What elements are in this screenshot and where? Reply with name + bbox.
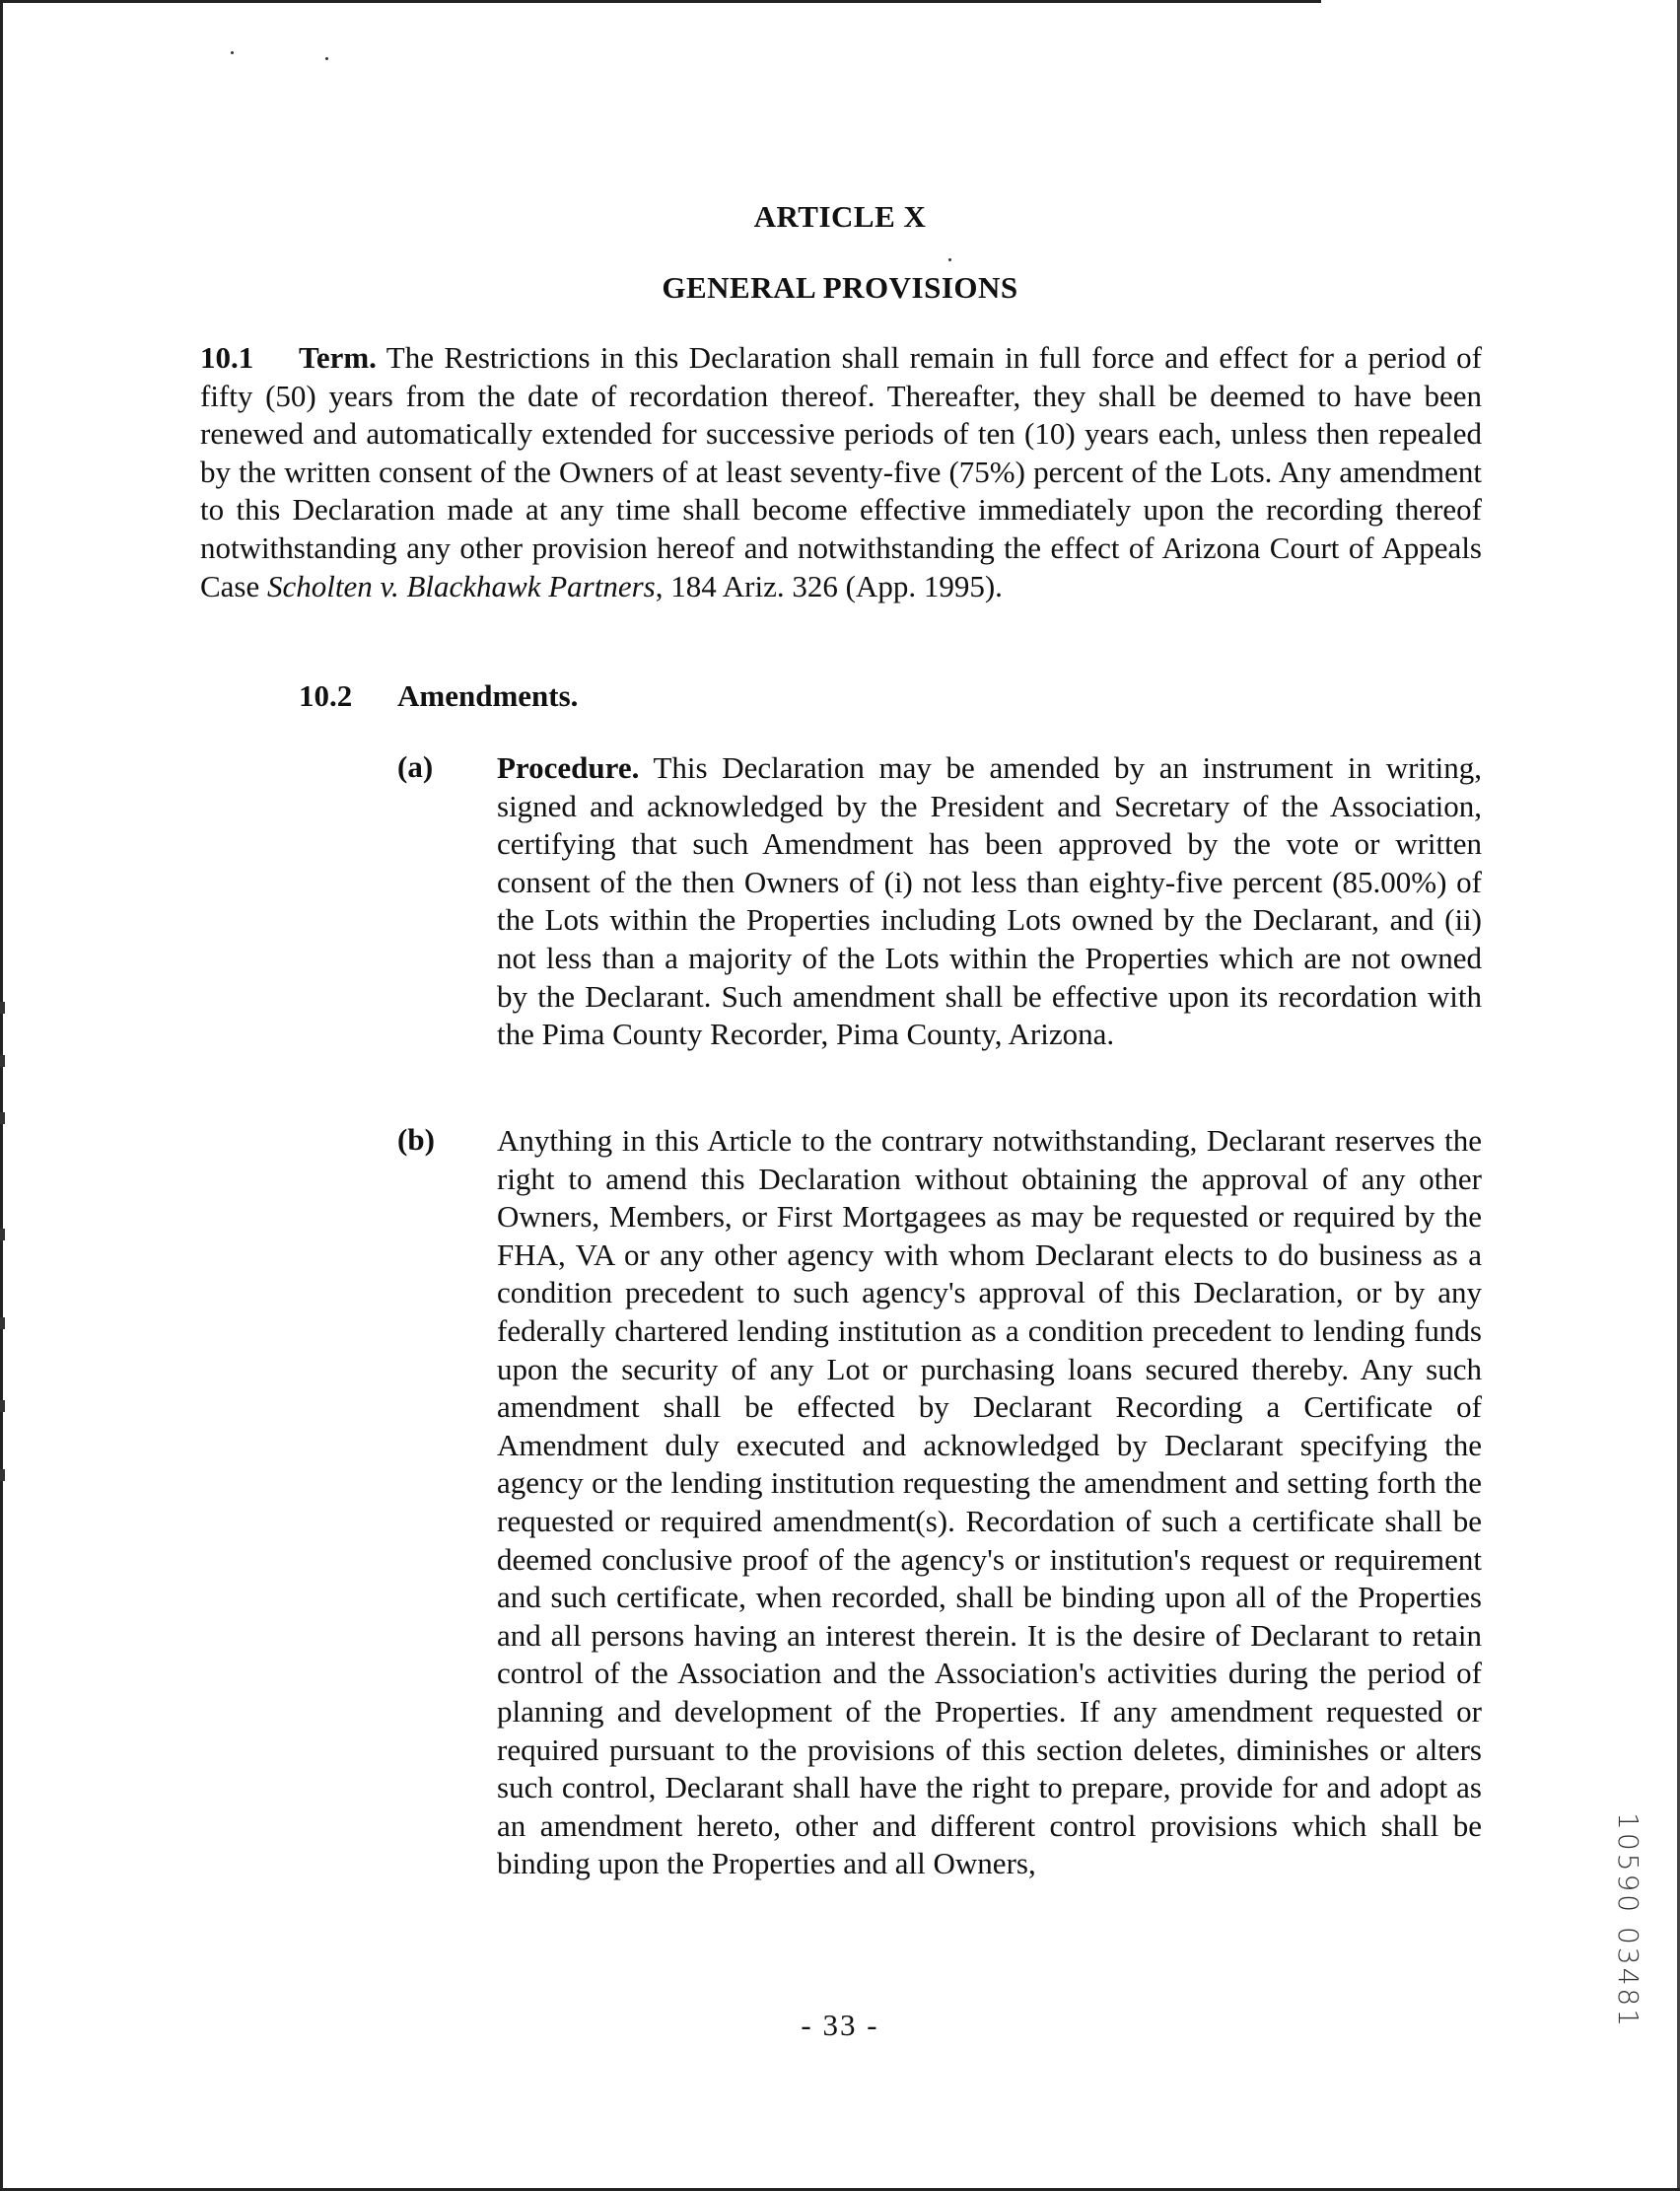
section-number: 10.2 <box>299 678 353 713</box>
subsection-body: This Declaration may be amended by an instrument in writing, signed and acknowledged by the President and Secretary of the Association, certifying that such Amendment has been approved by the vote or written consent of the then Owners of (i) not less than eighty-five percent (85.00%) of the Lots within the Properties including Lots owned by the Declarant, and (ii) not less than a majority of the Lots within the Properties which are not owned by the Declarant. Such amendment shall be effective upon its recordation with the Pima County Recorder, Pima County, Arizona. <box>497 750 1482 1052</box>
scan-edge-mark <box>0 1317 5 1329</box>
article-title: GENERAL PROVISIONS <box>662 270 1018 305</box>
section-body-end: , 184 Ariz. 326 (App. 1995). <box>655 568 1003 603</box>
section-10-2-heading <box>299 678 578 714</box>
scan-speck <box>948 258 951 261</box>
section-number: 10.1 <box>200 340 254 375</box>
subsection-label-b: (b) <box>397 1122 435 1157</box>
page-border-left <box>0 0 3 2191</box>
page-border-top <box>0 0 1321 3</box>
subsection-title: Procedure. <box>497 750 640 785</box>
subsection-b-text: Anything in this Article to the contrary notwithstanding, Declarant reserves the right to amend this Declaration without obtaining the approval of any other Owners, Members, or First Mortgagees as may be requested or required by the FHA, VA or any other agency with whom Declarant elects to do business as a condition precedent to such agency's approval of this Declaration, or by any federally chartered lending institution as a condition precedent to lending funds upon the security of any Lot or purchasing loans secured thereby. Any such amendment shall be effected by Declarant Recording a Certificate of Amendment duly executed and acknowledged by Declarant specifying the agency or the lending institution requesting the amendment and setting forth the requested or required amendment(s). Recordation of such a certificate shall be deemed conclusive proof of the agency's or institution's request or requirement and such certificate, when recorded, shall be binding upon all of the Properties and all persons having an interest therein. It is the desire of Declarant to retain control of the Association and the Association's activities during the period of planning and development of the Properties. If any amendment requested or required pursuant to the provisions of this section deletes, diminishes or alters such control, Declarant shall have the right to prepare, provide for and adopt as an amendment hereto, other and different control provisions which shall be binding upon the Properties and all Owners, <box>497 1123 1482 1881</box>
scan-edge-mark <box>0 1112 5 1124</box>
scan-edge-mark <box>0 1229 5 1240</box>
scan-edge-mark <box>0 1400 5 1412</box>
scan-edge-mark <box>0 1055 5 1067</box>
subsection-label-a: (a) <box>397 749 434 784</box>
scan-speck <box>231 51 234 54</box>
recorder-docket-stamp: 10590 03481 <box>1612 1812 1645 2030</box>
section-title: Term. <box>299 340 377 375</box>
section-title: Amendments. <box>397 678 579 713</box>
section-10-1 <box>200 339 1482 605</box>
subsection-a-text <box>497 749 1482 1054</box>
page-number: - 33 - <box>801 2008 879 2042</box>
scan-edge-mark <box>0 1002 5 1014</box>
scan-edge-mark <box>0 1469 5 1481</box>
scan-speck <box>325 57 328 60</box>
section-body: The Restrictions in this Declaration shall remain in full force and effect for a period of fifty (50) years from the date of recordation thereof. Thereafter, they shall be deemed to have been renewed and automatically extended for successive periods of ten (10) years each, unless then repealed by the written consent of the Owners of at least seventy-five (75%) percent of the Lots. Any amendment to this Declaration made at any time shall become effective immediately upon the recording thereof notwithstanding any other provision hereof and notwithstanding the effect of Arizona Court of Appeals Case <box>200 340 1482 603</box>
case-citation: Scholten v. Blackhawk Partners <box>267 568 656 603</box>
article-heading: ARTICLE X <box>753 199 927 234</box>
